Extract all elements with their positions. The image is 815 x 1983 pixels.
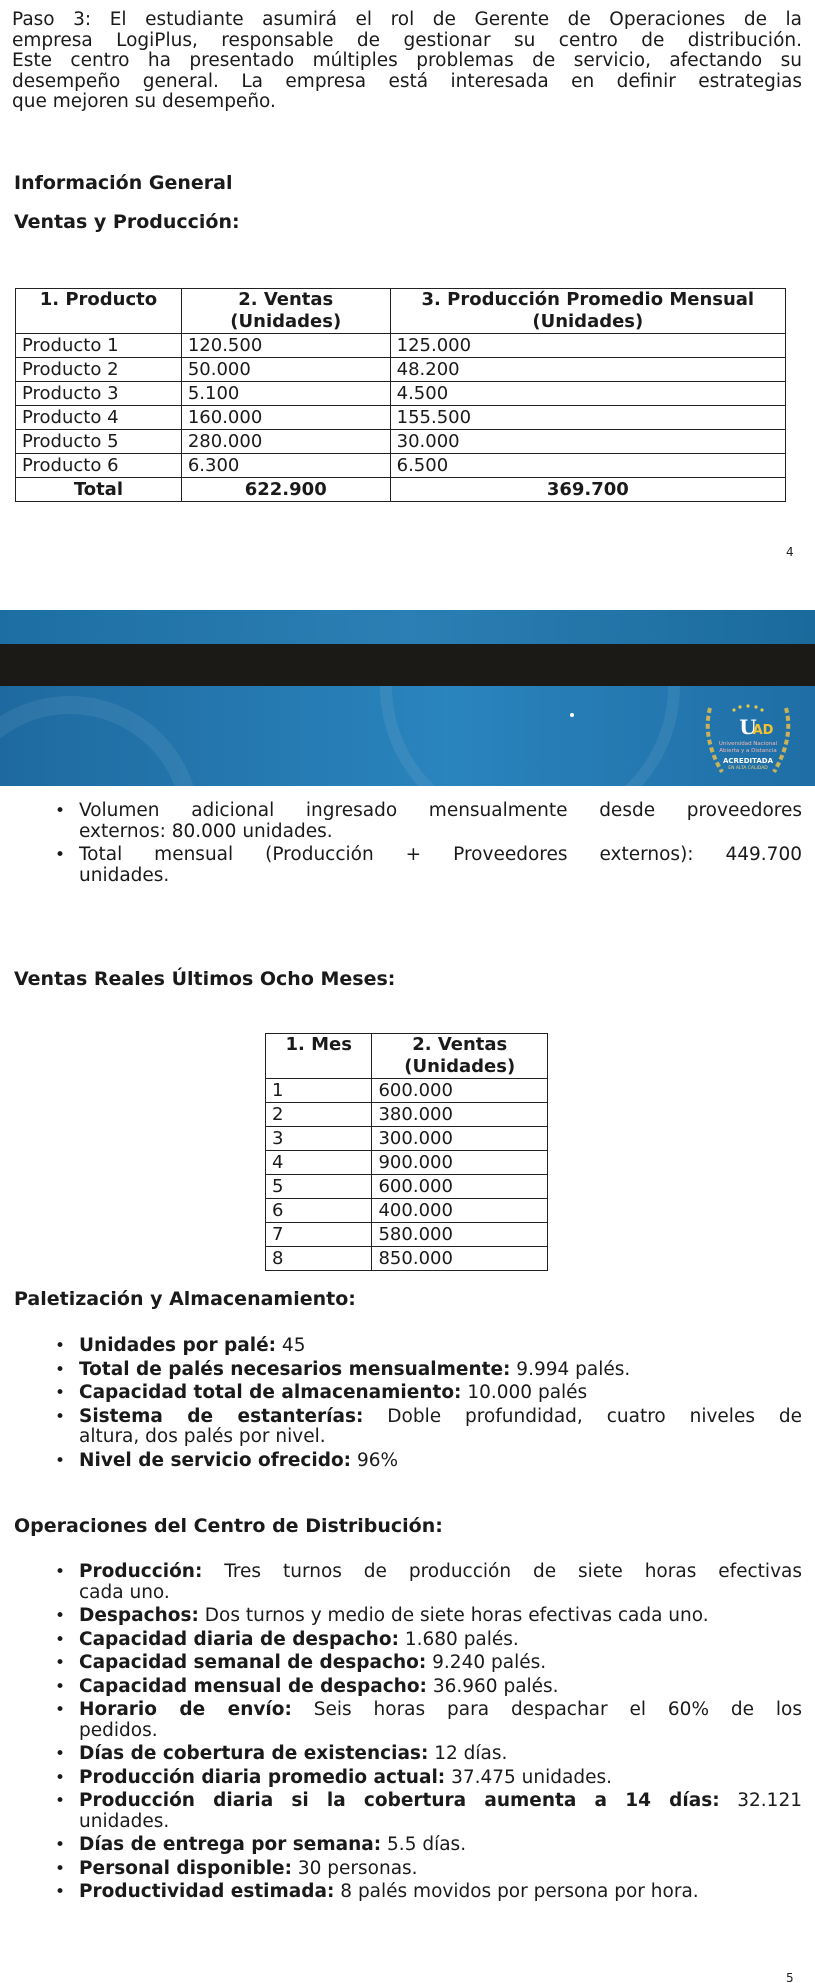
table-row: [266, 1103, 548, 1127]
cell-mes: 8: [266, 1247, 372, 1271]
banner-dark-strip: [0, 644, 815, 686]
supply-list: [12, 801, 802, 889]
intro-line: que mejoren su desempeño.: [12, 91, 276, 112]
cell-ventas: 50.000: [181, 358, 390, 382]
cell-ventas: 850.000: [372, 1247, 548, 1271]
item-key: Nivel de servicio ofrecido:: [79, 1449, 352, 1471]
item-value: Dos turnos y medio de siete horas efectivas cada uno.: [198, 1605, 709, 1626]
decorative-arc: [0, 696, 200, 786]
list-item: [12, 1768, 802, 1789]
item-value-cont: cada uno.: [79, 1581, 170, 1603]
cell-produccion: 4.500: [390, 382, 785, 406]
decorative-dot: [570, 713, 574, 717]
list-item: [12, 1653, 802, 1674]
item-value: Doble profundidad, cuatro niveles de: [363, 1405, 802, 1427]
table-row: [16, 382, 786, 406]
list-item: [12, 1407, 802, 1448]
item-value: 45: [276, 1335, 306, 1356]
cell-producto: Producto 3: [16, 382, 182, 406]
intro-line: desempeño general. La empresa está interesada en definir estrategias: [12, 70, 802, 92]
banner-header: [0, 686, 815, 786]
item-value: 30 personas.: [291, 1857, 418, 1879]
item-value: 8 palés movidos por persona por hora.: [334, 1881, 699, 1902]
list-item: [12, 1606, 802, 1627]
item-key: Capacidad semanal de despacho:: [79, 1652, 427, 1673]
cell-producto: Producto 5: [16, 430, 182, 454]
cell-mes: 6: [266, 1199, 372, 1223]
item-key: Producción diaria si la cobertura aumenta a 14 días:: [79, 1790, 720, 1811]
heading-info-general: Información General: [14, 172, 233, 194]
item-key: Despachos:: [79, 1605, 199, 1626]
list-item: [12, 1859, 802, 1880]
item-key: Capacidad total de almacenamiento:: [79, 1382, 462, 1403]
cell-total-ventas: 622.900: [181, 478, 390, 502]
item-key: Horario de envío:: [79, 1699, 292, 1720]
list-item: [12, 1744, 802, 1765]
cell-ventas: 600.000: [372, 1175, 548, 1199]
item-value: 1.680 palés.: [398, 1628, 519, 1650]
item-key: Personal disponible:: [79, 1857, 292, 1879]
item-key: Total de palés necesarios mensualmente:: [79, 1358, 511, 1380]
banner-blue-strip: [0, 610, 815, 644]
cell-ventas: 600.000: [372, 1079, 548, 1103]
intro-line: Paso 3: El estudiante asumirá el rol de Gerente de Operaciones de la: [12, 9, 802, 30]
cell-mes: 3: [266, 1127, 372, 1151]
svg-text:U: U: [739, 715, 757, 739]
cell-produccion: 48.200: [390, 358, 785, 382]
item-value: 9.994 palés.: [510, 1358, 631, 1380]
cell-produccion: 6.500: [390, 454, 785, 478]
item-value: 36.960 palés.: [426, 1675, 559, 1697]
list-item-text: unidades.: [79, 864, 170, 886]
header-produccion: 3. Producción Promedio Mensual (Unidades): [390, 289, 785, 334]
cell-ventas: 380.000: [372, 1103, 548, 1127]
item-key: Capacidad mensual de despacho:: [79, 1675, 427, 1697]
item-key: Producción:: [79, 1561, 203, 1582]
item-value: Tres turnos de producción de siete horas efectivas: [202, 1561, 802, 1582]
list-item: [12, 1562, 802, 1603]
monthly-sales-table: [265, 1033, 548, 1271]
cell-ventas: 120.500: [181, 334, 390, 358]
cell-mes: 7: [266, 1223, 372, 1247]
page-number: 4: [786, 545, 794, 559]
header-ventas: 2. Ventas (Unidades): [372, 1034, 548, 1079]
item-value-cont: altura, dos palés por nivel.: [79, 1426, 326, 1447]
cell-producto: Producto 1: [16, 334, 182, 358]
cell-mes: 4: [266, 1151, 372, 1175]
table-row: [266, 1151, 548, 1175]
page-number: 5: [786, 1971, 794, 1983]
table-row: [266, 1223, 548, 1247]
list-item: [12, 1383, 802, 1404]
list-item: [12, 1630, 802, 1651]
header-producto: 1. Producto: [16, 289, 182, 334]
list-item: [12, 1451, 802, 1472]
item-key: Producción diaria promedio actual:: [79, 1766, 446, 1788]
table-row: [266, 1175, 548, 1199]
cell-ventas: 5.100: [181, 382, 390, 406]
cell-ventas: 6.300: [181, 454, 390, 478]
operaciones-list: [12, 1562, 802, 1906]
intro-line: Este centro ha presentado múltiples problemas de servicio, afectando su: [12, 50, 802, 71]
item-value: 37.475 unidades.: [445, 1766, 612, 1788]
header-mes: 1. Mes: [266, 1034, 372, 1079]
products-table: [15, 288, 786, 502]
item-key: Sistema de estanterías:: [79, 1405, 364, 1427]
item-value: 9.240 palés.: [426, 1652, 547, 1673]
list-item: [12, 845, 802, 886]
item-key: Unidades por palé:: [79, 1335, 277, 1356]
cell-ventas: 280.000: [181, 430, 390, 454]
table-total-row: [16, 478, 786, 502]
item-value: Seis horas para despachar el 60% de los: [291, 1699, 803, 1720]
table-row: [266, 1199, 548, 1223]
item-key: Días de entrega por semana:: [79, 1834, 382, 1855]
cell-producto: Producto 2: [16, 358, 182, 382]
cell-ventas: 580.000: [372, 1223, 548, 1247]
item-value: 10.000 palés: [461, 1382, 588, 1403]
table-header-row: [266, 1034, 548, 1079]
item-value: 5.5 días.: [381, 1834, 467, 1855]
cell-producto: Producto 6: [16, 454, 182, 478]
list-item: [12, 1677, 802, 1698]
item-value: 32.121: [719, 1790, 802, 1811]
list-item-text: externos: 80.000 unidades.: [79, 820, 333, 842]
list-item: [12, 1336, 802, 1357]
cell-mes: 2: [266, 1103, 372, 1127]
list-item: [12, 801, 802, 842]
item-key: Productividad estimada:: [79, 1881, 335, 1902]
list-item: [12, 1835, 802, 1856]
item-value-cont: unidades.: [79, 1810, 170, 1832]
heading-operaciones: Operaciones del Centro de Distribución:: [14, 1515, 443, 1537]
cell-ventas: 400.000: [372, 1199, 548, 1223]
table-row: [16, 334, 786, 358]
cell-produccion: 125.000: [390, 334, 785, 358]
decorative-arc: [380, 686, 680, 786]
paletizacion-list: [12, 1336, 802, 1474]
item-value: 12 días.: [428, 1743, 508, 1764]
svg-text:Abierta y a Distancia: Abierta y a Distancia: [719, 748, 777, 754]
cell-mes: 5: [266, 1175, 372, 1199]
list-item-text: • Volumen adicional ingresado mensualmente desde proveedores: [79, 800, 802, 821]
list-item: [12, 1360, 802, 1381]
list-item-text: • Total mensual (Producción + Proveedores externos): 449.700: [79, 844, 802, 865]
cell-ventas: 900.000: [372, 1151, 548, 1175]
svg-text:Universidad Nacional: Universidad Nacional: [718, 741, 778, 747]
table-row: [266, 1079, 548, 1103]
table-row: [16, 430, 786, 454]
item-value-cont: pedidos.: [79, 1719, 158, 1741]
table-row: [266, 1247, 548, 1271]
table-row: [16, 406, 786, 430]
item-value: 96%: [351, 1449, 399, 1471]
svg-text:ACREDITADA: ACREDITADA: [722, 757, 774, 765]
item-key: Capacidad diaria de despacho:: [79, 1628, 399, 1650]
heading-ventas-reales: Ventas Reales Últimos Ocho Meses:: [14, 968, 396, 990]
table-header-row: [16, 289, 786, 334]
cell-produccion: 155.500: [390, 406, 785, 430]
cell-total-label: Total: [16, 478, 182, 502]
header-ventas: 2. Ventas (Unidades): [181, 289, 390, 334]
svg-text:EN ALTA CALIDAD: EN ALTA CALIDAD: [728, 766, 768, 771]
svg-text:AD: AD: [752, 723, 774, 738]
cell-ventas: 300.000: [372, 1127, 548, 1151]
cell-ventas: 160.000: [181, 406, 390, 430]
list-item: [12, 1791, 802, 1832]
heading-paletizacion: Paletización y Almacenamiento:: [14, 1288, 356, 1310]
heading-ventas-produccion: Ventas y Producción:: [14, 211, 240, 233]
table-row: [16, 358, 786, 382]
cell-producto: Producto 4: [16, 406, 182, 430]
intro-line: empresa LogiPlus, responsable de gestionar su centro de distribución.: [12, 29, 802, 51]
cell-produccion: 30.000: [390, 430, 785, 454]
cell-total-produccion: 369.700: [390, 478, 785, 502]
item-key: Días de cobertura de existencias:: [79, 1743, 429, 1764]
cell-mes: 1: [266, 1079, 372, 1103]
unad-logo: [700, 700, 796, 780]
intro-paragraph: [12, 10, 802, 113]
table-row: [266, 1127, 548, 1151]
list-item: [12, 1700, 802, 1741]
table-row: [16, 454, 786, 478]
list-item: [12, 1882, 802, 1903]
